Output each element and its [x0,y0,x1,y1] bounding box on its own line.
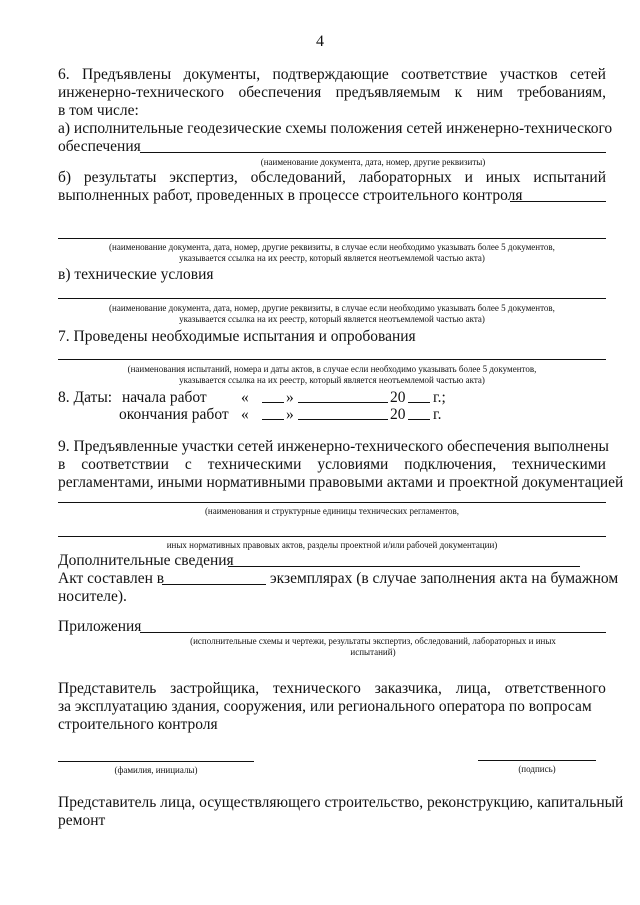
s8-start-day-line [262,402,284,403]
rep1-name-caption: (фамилия, инициалы) [114,765,198,775]
page-number: 4 [316,33,324,50]
s6-a-caption: (наименование документа, дата, номер, другие реквизиты) [260,157,486,167]
s6-b-fill-line-2 [58,238,606,239]
copies-count-line [162,584,266,585]
s9-fill-line-1 [58,502,606,503]
s8-start-suffix: г.; [433,389,446,406]
s8-end-year-line [408,419,430,420]
s8-end-year-prefix: 20 [390,406,406,423]
s7-line: 7. Проведены необходимые испытания и опробования [58,328,416,345]
s8-start-label: начала работ [122,389,207,406]
s7-fill-line [58,359,606,360]
attachments-line [140,632,606,633]
rep1-line-1: Представитель застройщика, технического заказчика, лица, ответственного [58,680,606,697]
s8-end-day-line [262,419,284,420]
rep1-signature-line [478,760,596,761]
s8-end-open-quote: « [241,406,249,423]
copies-suffix: экземплярах (в случае заполнения акта на бумажном [270,570,619,587]
s6-b-fill-line-1 [510,201,606,202]
s6-v-fill-line [58,298,606,299]
s6-line-2: инженерно-технического обеспечения предъявляемым к ним требованиям, [58,84,606,101]
s9-caption-1: (наименования и структурные единицы технических регламентов, [204,506,460,516]
copies-line-2: носителе). [58,588,127,605]
s7-caption-2: указывается ссылка на их реестр, который является неотъемлемой частью акта) [179,375,485,385]
copies-prefix: Акт составлен в [58,570,165,587]
s9-fill-line-2 [58,536,606,537]
rep2-line-1: Представитель лица, осуществляющего строительство, реконструкцию, капитальный [58,794,624,811]
attachments-label: Приложения [58,618,142,635]
s6-a-line-1: а) исполнительные геодезические схемы положения сетей инженерно-технического [58,120,613,137]
s6-b-caption-2: указывается ссылка на их реестр, который является неотъемлемой частью акта) [179,253,485,263]
s6-a-fill-line [140,152,606,153]
s8-start-close-quote: » [286,389,294,406]
additional-info-line [228,566,580,567]
rep1-line-2: за эксплуатацию здания, сооружения, или регионального оператора по вопросам [58,698,592,715]
s6-b-line-1: б) результаты экспертиз, обследований, лабораторных и иных испытаний [58,169,606,186]
s9-caption-2: иных нормативных правовых актов, разделы проектной и/или рабочей документации) [166,540,498,550]
rep1-line-3: строительного контроля [58,716,218,733]
rep1-signature-caption: (подпись) [518,764,556,774]
s9-line-3: регламентами, иными нормативными правовыми актами и проектной документацией [58,474,624,491]
s6-b-caption-1: (наименование документа, дата, номер, другие реквизиты, в случае если необходимо указывать более 5 документов, [109,242,555,252]
s8-end-suffix: г. [433,406,442,423]
attachments-caption-1: (исполнительные схемы и чертежи, результаты экспертиз, обследований, лабораторных и иных [190,636,556,646]
rep2-line-2: ремонт [58,812,106,829]
s6-v-line: в) технические условия [58,266,214,283]
s8-end-close-quote: » [286,406,294,423]
s8-start-year-line [408,402,430,403]
s7-caption-1: (наименования испытаний, номера и даты актов, в случае если необходимо указывать более 5 документов, [127,364,537,374]
s8-start-month-line [298,402,388,403]
s8-start-year-prefix: 20 [390,389,406,406]
s9-line-1: 9. Предъявленные участки сетей инженерно-технического обеспечения выполнены [58,438,609,455]
s9-line-2: в соответствии с техническими условиями подключения, техническими [58,456,606,473]
s8-start-open-quote: « [241,389,249,406]
s6-line-3: в том числе: [58,102,139,119]
s8-end-label: окончания работ [119,406,229,423]
s6-a-line-2: обеспечения [58,138,141,155]
s8-end-month-line [298,419,388,420]
s8-label: 8. Даты: [58,389,113,406]
rep1-name-line [58,761,254,762]
s6-v-caption-1: (наименование документа, дата, номер, другие реквизиты, в случае если необходимо указывать более 5 документов, [109,303,555,313]
s6-v-caption-2: указывается ссылка на их реестр, который является неотъемлемой частью акта) [179,314,485,324]
additional-info-label: Дополнительные сведения [58,552,234,569]
s6-b-line-2: выполненных работ, проведенных в процессе строительного контроля [58,187,523,204]
attachments-caption-2: испытаний) [350,647,396,657]
s6-line-1: 6. Предъявлены документы, подтверждающие соответствие участков сетей [58,66,606,83]
